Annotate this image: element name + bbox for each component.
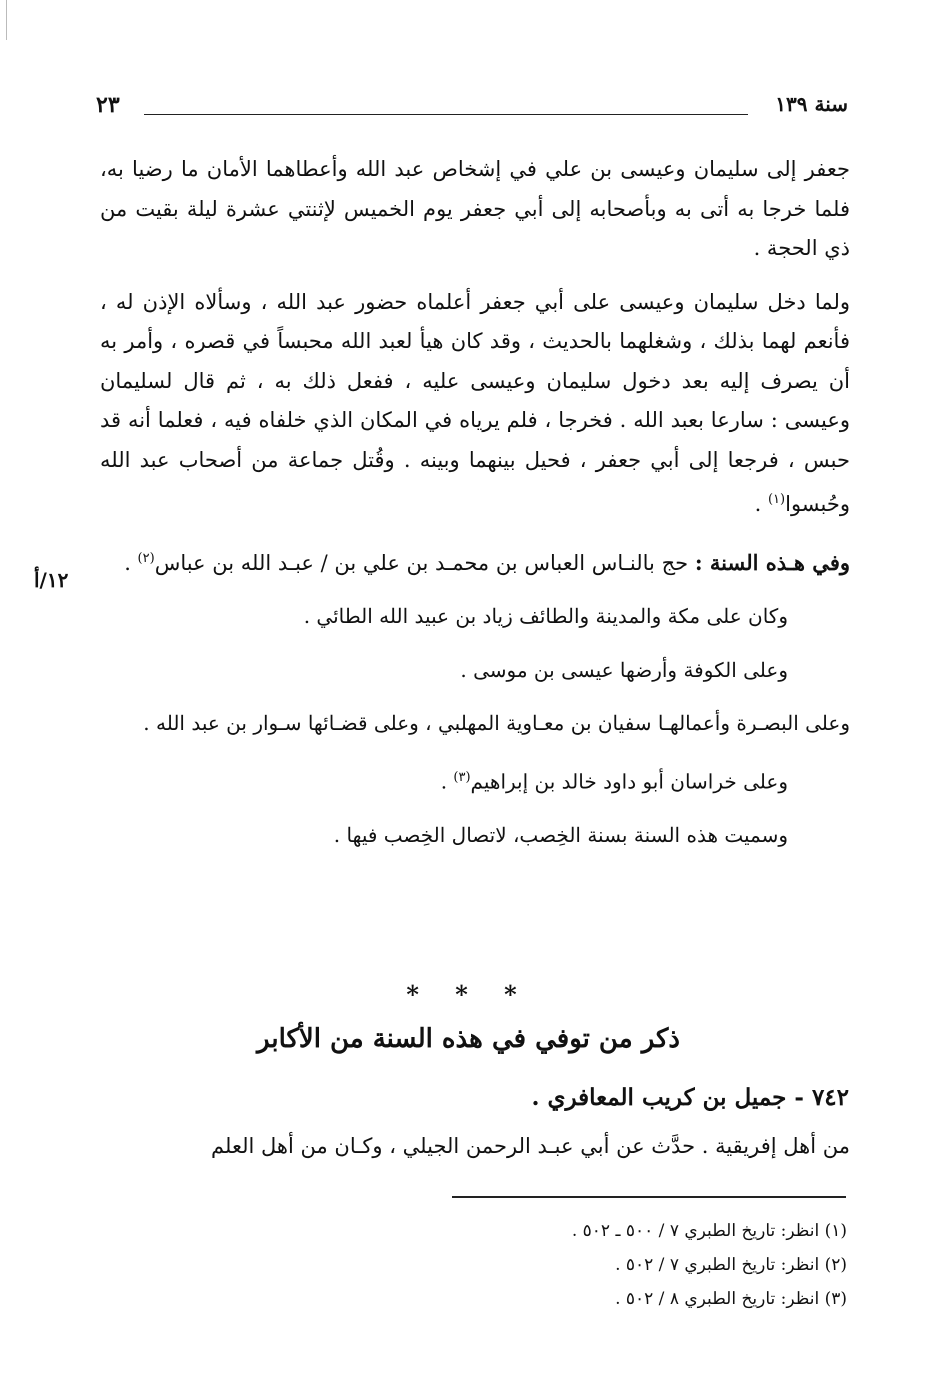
- binding-line: [6, 0, 7, 40]
- entry-title: ٧٤٢ - جميل بن كريب المعافري .: [531, 1084, 849, 1111]
- footnote-3: (٣) انظر: تاريخ الطبري ٨ / ٥٠٢ .: [615, 1289, 847, 1309]
- margin-folio-note: ١٢/أ: [34, 568, 69, 592]
- footnote-1: (١) انظر: تاريخ الطبري ٧ / ٥٠٠ ـ ٥٠٢ .: [571, 1221, 847, 1241]
- paragraph-2: ولما دخل سليمان وعيسى على أبي جعفر أعلماه حضور عبد الله ، وسألاه الإذن له ، فأنعم لهما بذلك ، وشغلهما بالحديث ، وقد كان هيأ لعبد الله محبساً في قصره ، وأمر به أن يصرف إليه بعد دخول سليمان وعيسى عليه ، ففعل ذلك به ، ثم قال لسليمان وعيسى : سارعا بعبد الله . فخرجا ، فلم يرياه في المكان الذي خلفاه فيه ، فعلما أنه قد حبس ، فرجعا إلى أبي جعفر ، فحيل بينهما وبينه . وقُتل جماعة من أصحاب عبد الله وحُبسوا$^{(١)}$ .: [100, 289, 850, 516]
- governor-khurasan: وعلى خراسان أبو داود خالد بن إبراهيم$^{(٣)}$ .: [440, 769, 788, 794]
- governor-kufa: وعلى الكوفة وأرضها عيسى بن موسى .: [460, 657, 788, 682]
- footnotes: [572, 1214, 847, 1316]
- hajj-lead: وفي هـذه السنة :: [694, 549, 850, 575]
- hajj-paragraph: وفي هـذه السنة : حج بالنـاس العباس بن محمـد بن علي بن / عبـد الله بن عباس$^{(٢)}$ .: [124, 549, 850, 575]
- paragraph-1: جعفر إلى سليمان وعيسى بن علي في إشخاص عبد الله وأعطاهما الأمان ما رضيا به، فلما خرجا به أتى به وبأصحابه إلى أبي جعفر يوم الخميس لإثنتي عشرة ليلة بقيت من ذي الحجة .: [100, 157, 850, 260]
- governor-basra: وعلى البصـرة وأعمالهـا سفيان بن معـاوية المهلبي ، وعلى قضـائها سـوار بن عبد الله .: [143, 711, 850, 735]
- governor-mecca: وكان على مكة والمدينة والطائف زياد بن عبيد الله الطائي .: [303, 604, 788, 628]
- paragraph-2-text: ولما دخل سليمان وعيسى على أبي جعفر أعلماه حضور عبد الله ، وسألاه الإذن له ، فأنعم لهما بذلك ، وشغلهما بالحديث ، وقد كان هيأ لعبد الله محبساً في قصره ، وأمر به أن يصرف إليه بعد دخول سليمان وعيسى عليه ، ففعل ذلك به ، ثم قال لسليمان وعيسى : سارعا بعبد الله . فخرجا ، فلم يرياه في المكان الذي خلفاه فيه ، فعلما أنه قد حبس ، فرجعا إلى أبي جعفر ، فحيل بينهما وبينه . وقُتل جماعة من أصحاب عبد الله وحُبسوا: [100, 289, 850, 516]
- header-rule: [144, 114, 748, 115]
- year-name-note: وسميت هذه السنة بسنة الخِصب، لاتصال الخِصب فيها .: [333, 822, 788, 847]
- governor-khurasan-text: وعلى خراسان أبو داود خالد بن إبراهيم: [470, 769, 788, 794]
- year-title: سنة ١٣٩: [775, 92, 848, 116]
- page-number: ٢٣: [96, 92, 120, 118]
- entry-text: من أهل إفريقية . حدَّث عن أبي عبـد الرحمن الجيلي ، وكـان من أهل العلم: [211, 1134, 850, 1158]
- footnote-2: (٢) انظر: تاريخ الطبري ٧ / ٥٠٢ .: [615, 1255, 847, 1275]
- section-title: ذكر من توفي في هذه السنة من الأكابر: [256, 1024, 680, 1054]
- main-text: [100, 150, 850, 855]
- footnote-rule: [452, 1196, 846, 1198]
- footnote-ref-2: (٢): [137, 550, 155, 566]
- section-separator: * * *: [406, 980, 531, 1009]
- footnote-ref-1: (١): [767, 492, 786, 507]
- running-header: [96, 92, 848, 126]
- footnote-ref-3: (٣): [453, 769, 471, 785]
- hajj-text: حج بالنـاس العباس بن محمـد بن علي بن / عبـد الله بن عباس: [154, 550, 689, 575]
